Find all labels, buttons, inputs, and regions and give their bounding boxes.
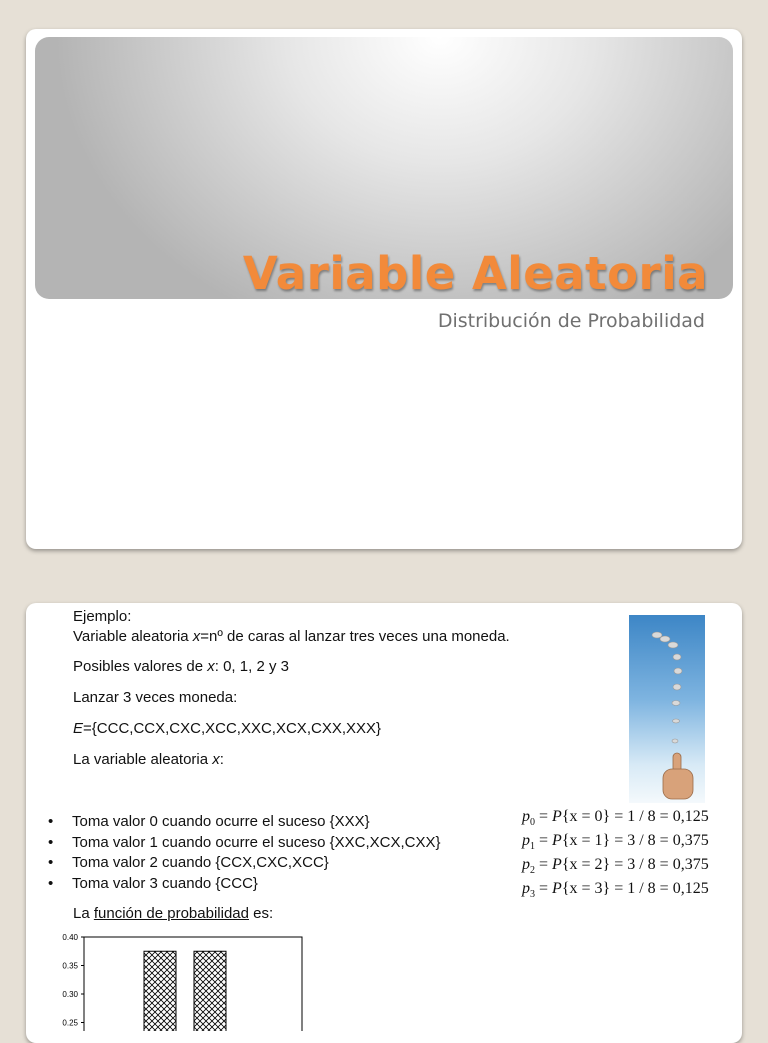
list-item: • Toma valor 2 cuando {CCX,CXC,XCC} xyxy=(48,854,329,871)
slide-title: Variable Aleatoria xyxy=(242,247,708,300)
example-slide xyxy=(26,603,742,1043)
example-label: Ejemplo: xyxy=(73,608,132,625)
list-item: • Toma valor 1 cuando ocurre el suceso {XXC,XCX,CXX} xyxy=(48,833,441,851)
bar-1 xyxy=(144,951,176,1031)
probability-function-line: La función de probabilidad es: xyxy=(73,905,274,922)
y-tick-label: 0.25 xyxy=(62,1018,78,1028)
y-tick-label: 0.40 xyxy=(62,933,78,942)
list-item: • Toma valor 3 cuando {CCC} xyxy=(48,874,258,892)
equation-p2: $p_2 = P\{x = 2\} = 3 / 8 = 0,375$ xyxy=(522,856,709,877)
example-line-random-variable: La variable aleatoria x: xyxy=(73,751,224,768)
equation-p1: $p_1 = P\{x = 1\} = 3 / 8 = 0,375$ xyxy=(522,832,709,853)
probability-function-link: función de probabilidad xyxy=(93,905,249,922)
example-line-variable: Variable aleatoria x=nº de caras al lanzar tres veces una moneda. xyxy=(73,628,510,645)
coin-toss-photo xyxy=(629,615,705,803)
y-tick-label: 0.35 xyxy=(62,961,78,971)
probability-bar-chart xyxy=(56,931,336,1031)
example-line-values: Posibles valores de x: 0, 1, 2 y 3 xyxy=(73,658,289,675)
equation-p0: $p_0 = P\{x = 0\} = 1 / 8 = 0,125$ xyxy=(522,808,709,829)
bar-2 xyxy=(194,951,226,1031)
bullet-list xyxy=(48,812,441,894)
title-slide xyxy=(26,29,742,549)
chart-plot-frame xyxy=(84,937,302,1031)
equation-p3: $p_3 = P\{x = 3\} = 1 / 8 = 0,125$ xyxy=(522,880,709,901)
y-tick-label: 0.30 xyxy=(62,990,78,999)
example-line-throw: Lanzar 3 veces moneda: xyxy=(73,689,238,706)
sample-space: E={CCC,CCX,CXC,XCC,XXC,XCX,CXX,XXX} xyxy=(73,720,382,737)
slide-subtitle: Distribución de Probabilidad xyxy=(437,310,705,332)
list-item: • Toma valor 0 cuando ocurre el suceso {XXX} xyxy=(48,813,370,830)
